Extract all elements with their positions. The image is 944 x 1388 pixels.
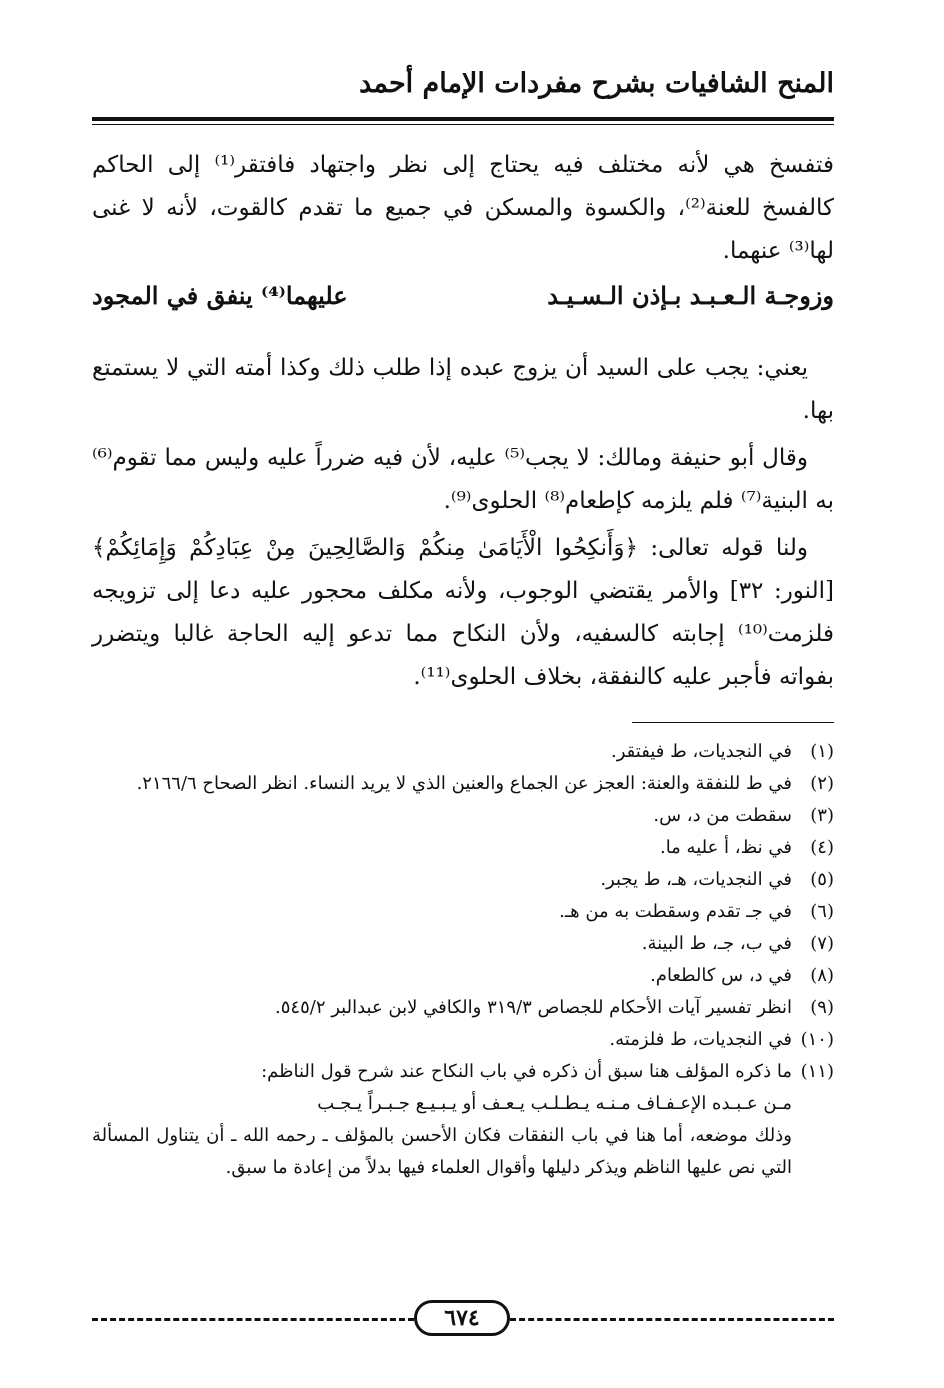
footnotes	[92, 736, 834, 1184]
running-header-title: المنح الشافيات بشرح مفردات الإمام أحمد	[359, 68, 834, 99]
footnote-item	[92, 1024, 834, 1056]
page-number: ٦٧٤	[414, 1300, 510, 1336]
footnote-item	[92, 832, 834, 864]
footnote-text: في نظ، أ عليه ما.	[659, 837, 792, 858]
verse-hemistich-2: عليهما⁽⁴⁾ ينفق في المجود	[92, 281, 348, 310]
footer-dashed-line-right	[510, 1318, 834, 1321]
paragraph-3: وقال أبو حنيفة ومالك: لا يجب⁽⁵⁾ عليه، لأن فيه ضرراً عليه وليس مما تقوم⁽⁶⁾ به البنية⁽⁷⁾ فلم يلزمه كإطعام⁽⁸⁾ الحلوى⁽⁹⁾.	[92, 445, 834, 514]
footnote-separator	[632, 722, 834, 723]
footnote-number: (٤)	[810, 837, 834, 858]
footnote-text: في ب، جـ، ط البينة.	[641, 933, 792, 954]
footnote-item	[92, 768, 834, 800]
footnote-text: في د، س كالطعام.	[650, 965, 792, 986]
footnote-item	[92, 864, 834, 896]
footnote-item	[92, 960, 834, 992]
footnote-number: (٢)	[810, 773, 834, 794]
main-text-block-1	[92, 144, 834, 273]
footnote-item	[92, 736, 834, 768]
footer-dashed-line-left	[92, 1318, 414, 1321]
footnote-number: (٧)	[810, 933, 834, 954]
footnote-text: ما ذكره المؤلف هنا سبق أن ذكره في باب النكاح عند شرح قول الناظم:	[261, 1061, 792, 1082]
paragraph-1: فتفسخ هي لأنه مختلف فيه يحتاج إلى نظر واجتهاد فافتقر⁽¹⁾ إلى الحاكم كالفسخ للعنة⁽²⁾، والكسوة والمسكن في جميع ما تقدم كالقوت، لأنه لا غنى لها⁽³⁾ عنهما.	[92, 152, 834, 264]
footnote-item	[92, 928, 834, 960]
footnote-number: (٦)	[810, 901, 834, 922]
footnote-number: (١٠)	[800, 1029, 834, 1050]
footnote-item	[92, 800, 834, 832]
footnote-number: (١١)	[800, 1061, 834, 1082]
paragraph-2: يعني: يجب على السيد أن يزوج عبده إذا طلب ذلك وكذا أمته التي لا يستمتع بها.	[92, 355, 834, 424]
footnote-text: انظر تفسير آيات الأحكام للجصاص ٣١٩/٣ والكافي لابن عبدالبر ٥٤٥/٢.	[275, 997, 792, 1018]
footnote-number: (٥)	[810, 869, 834, 890]
footnote-item	[92, 992, 834, 1024]
footnote-item	[92, 896, 834, 928]
footnote-number: (٣)	[810, 805, 834, 826]
footnote-continuation: وذلك موضعه، أما هنا في باب النفقات فكان الأحسن بالمؤلف ـ رحمه الله ـ أن يتناول المسألة التي نص عليها الناظم ويذكر دليلها وأقوال العلماء فيها بدلاً من إعادة ما سبق.	[92, 1125, 792, 1178]
footnote-text: في النجديات، ط فيفتقر.	[611, 741, 792, 762]
header-rule-thick	[92, 117, 834, 121]
footnote-number: (١)	[810, 741, 834, 762]
header-rule-thin	[92, 124, 834, 125]
poem-verse	[92, 281, 834, 310]
footnote-text: سقطت من د، س.	[653, 805, 792, 826]
footnote-number: (٩)	[810, 997, 834, 1018]
footnote-number: (٨)	[810, 965, 834, 986]
footnote-item	[92, 1056, 834, 1088]
verse-hemistich-1: وزوجـة الـعـبـد بـإذن الـسـيـد	[547, 281, 834, 310]
paragraph-4: ولنا قوله تعالى: ﴿وَأَنكِحُوا الْأَيَامَىٰ مِنكُمْ وَالصَّالِحِينَ مِنْ عِبَادِكُمْ وَإِمَائِكُمْ﴾ [النور: ٣٢] والأمر يقتضي الوجوب، ولأنه مكلف محجور عليه دعا إلى تزويجه فلزمت⁽¹⁰⁾ إجابته كالسفيه، ولأن النكاح مما تدعو إليه الحاجة غالبا ويتضرر بفواته فأجبر عليه كالنفقة، بخلاف الحلوى⁽¹¹⁾.	[92, 535, 834, 690]
footnote-text: في ط للنفقة والعنة: العجز عن الجماع والعنين الذي لا يريد النساء. انظر الصحاح ٢١٦٦/٦.	[136, 773, 792, 794]
footnote-verse: مـن عـبـده الإعـفـاف مـنـه يـطـلـب يـعـف أو يـبـيـع جـبـراً يـجـب	[317, 1093, 792, 1114]
footnote-text: في النجديات، هـ، ط يجبر.	[600, 869, 792, 890]
footnote-text: في جـ تقدم وسقطت به من هـ.	[559, 901, 792, 922]
main-text-block-2	[92, 347, 834, 699]
footnote-text: في النجديات، ط فلزمته.	[609, 1029, 792, 1050]
